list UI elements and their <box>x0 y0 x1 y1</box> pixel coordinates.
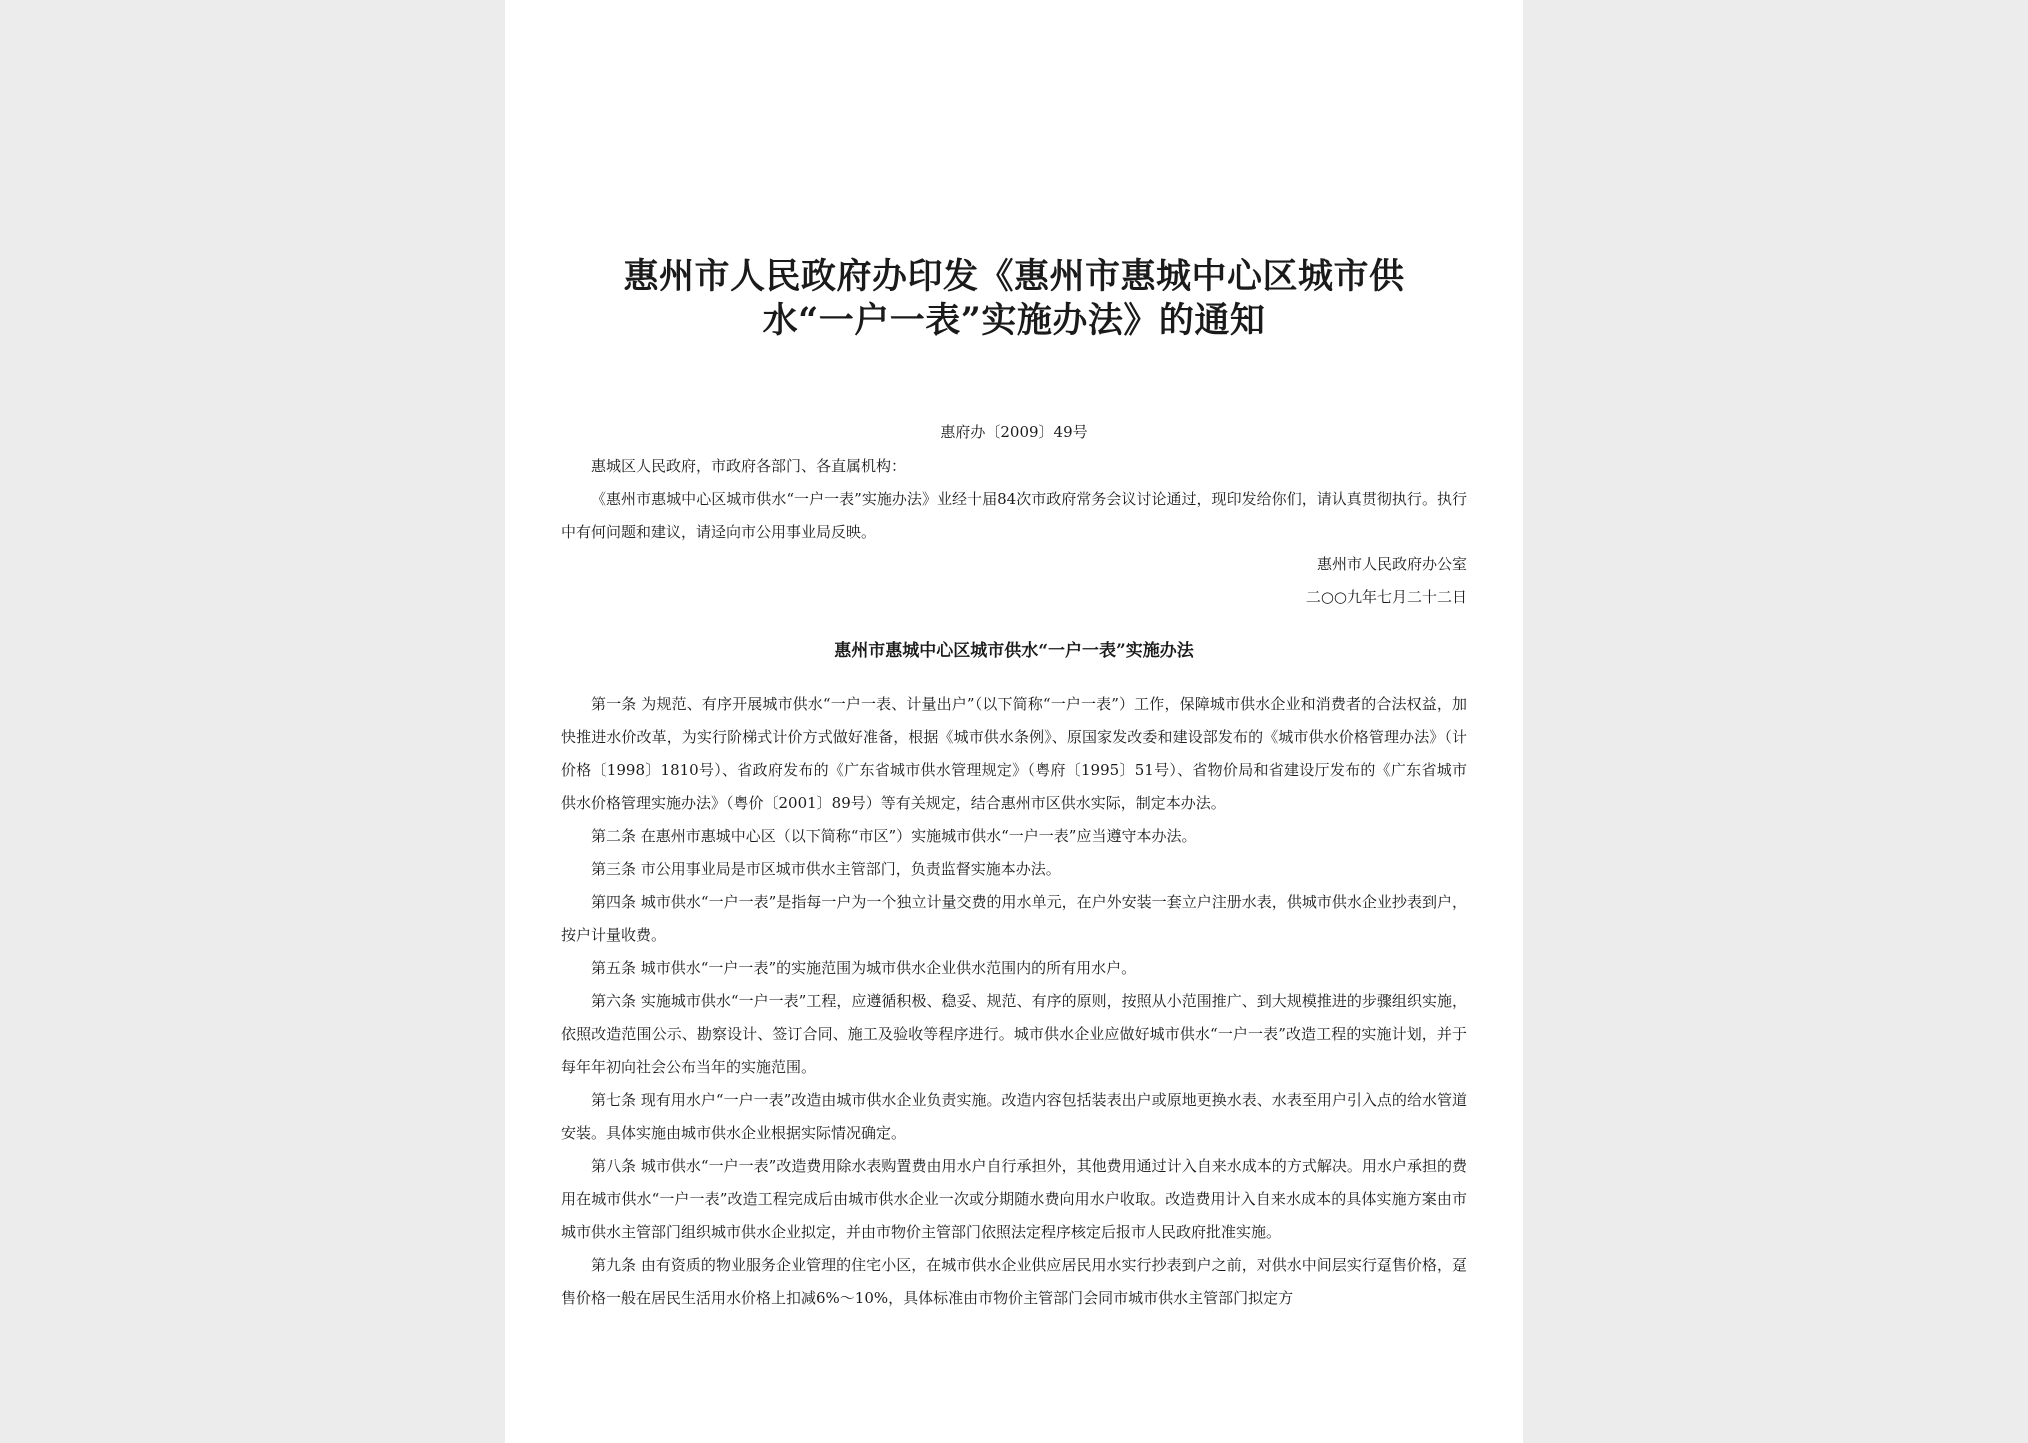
article-6: 第六条 实施城市供水“一户一表”工程，应遵循积极、稳妥、规范、有序的原则，按照从小范围推广、到大规模推进的步骤组织实施，依照改造范围公示、勘察设计、签订合同、施工及验收等程序进行。城市供水企业应做好城市供水“一户一表”改造工程的实施计划，并于每年年初向社会公布当年的实施范围。 <box>561 992 1467 1076</box>
article-4: 第四条 城市供水“一户一表”是指每一户为一个独立计量交费的用水单元，在户外安装一套立户注册水表，供城市供水企业抄表到户，按户计量收费。 <box>561 893 1467 944</box>
article-8: 第八条 城市供水“一户一表”改造费用除水表购置费由用水户自行承担外，其他费用通过计入自来水成本的方式解决。用水户承担的费用在城市供水“一户一表”改造工程完成后由城市供水企业一次或分期随水费向用水户收取。改造费用计入自来水成本的具体实施方案由市城市供水主管部门组织城市供水企业拟定，并由市物价主管部门依照法定程序核定后报市人民政府批准实施。 <box>561 1157 1467 1241</box>
article-2: 第二条 在惠州市惠城中心区（以下简称“市区”）实施城市供水“一户一表”应当遵守本办法。 <box>591 827 1197 845</box>
issuer: 惠州市人民政府办公室 <box>1316 555 1467 573</box>
recipients: 惠城区人民政府，市政府各部门、各直属机构： <box>591 457 907 475</box>
title-line-1: 惠州市人民政府办印发《惠州市惠城中心区城市供 <box>623 256 1405 297</box>
measures-title: 惠州市惠城中心区城市供水“一户一表”实施办法 <box>834 641 1194 661</box>
articles-list <box>561 688 1467 1315</box>
article-1: 第一条 为规范、有序开展城市供水“一户一表、计量出户”（以下简称“一户一表”）工作，保障城市供水企业和消费者的合法权益，加快推进水价改革，为实行阶梯式计价方式做好准备，根据《城市供水条例》、原国家发改委和建设部发布的《城市供水价格管理办法》（计价格〔1998〕1810号）、省政府发布的《广东省城市供水管理规定》（粤府〔1995〕51号）、省物价局和省建设厅发布的《广东省城市供水价格管理实施办法》（粤价〔2001〕89号）等有关规定，结合惠州市区供水实际，制定本办法。 <box>561 695 1467 812</box>
article-5: 第五条 城市供水“一户一表”的实施范围为城市供水企业供水范围内的所有用水户。 <box>591 959 1137 977</box>
article-7: 第七条 现有用水户“一户一表”改造由城市供水企业负责实施。改造内容包括装表出户或原地更换水表、水表至用户引入点的给水管道安装。具体实施由城市供水企业根据实际情况确定。 <box>561 1091 1467 1142</box>
title-line-2: 水“一户一表”实施办法》的通知 <box>762 300 1266 341</box>
document-title <box>505 255 1523 343</box>
article-9: 第九条 由有资质的物业服务企业管理的住宅小区，在城市供水企业供应居民用水实行抄表到户之前，对供水中间层实行趸售价格，趸售价格一般在居民生活用水价格上扣减6%～10%，具体标准由市物价主管部门会同市城市供水主管部门拟定方 <box>561 1256 1467 1307</box>
notice-body <box>561 450 1467 549</box>
article-3: 第三条 市公用事业局是市区城市供水主管部门，负责监督实施本办法。 <box>591 860 1061 878</box>
notice-paragraph: 《惠州市惠城中心区城市供水“一户一表”实施办法》业经十届84次市政府常务会议讨论通过，现印发给你们，请认真贯彻执行。执行中有何问题和建议，请迳向市公用事业局反映。 <box>561 490 1467 541</box>
document-page <box>505 0 1523 1443</box>
document-number: 惠府办〔2009〕49号 <box>940 423 1088 441</box>
issue-date: 二○○九年七月二十二日 <box>1305 588 1467 606</box>
